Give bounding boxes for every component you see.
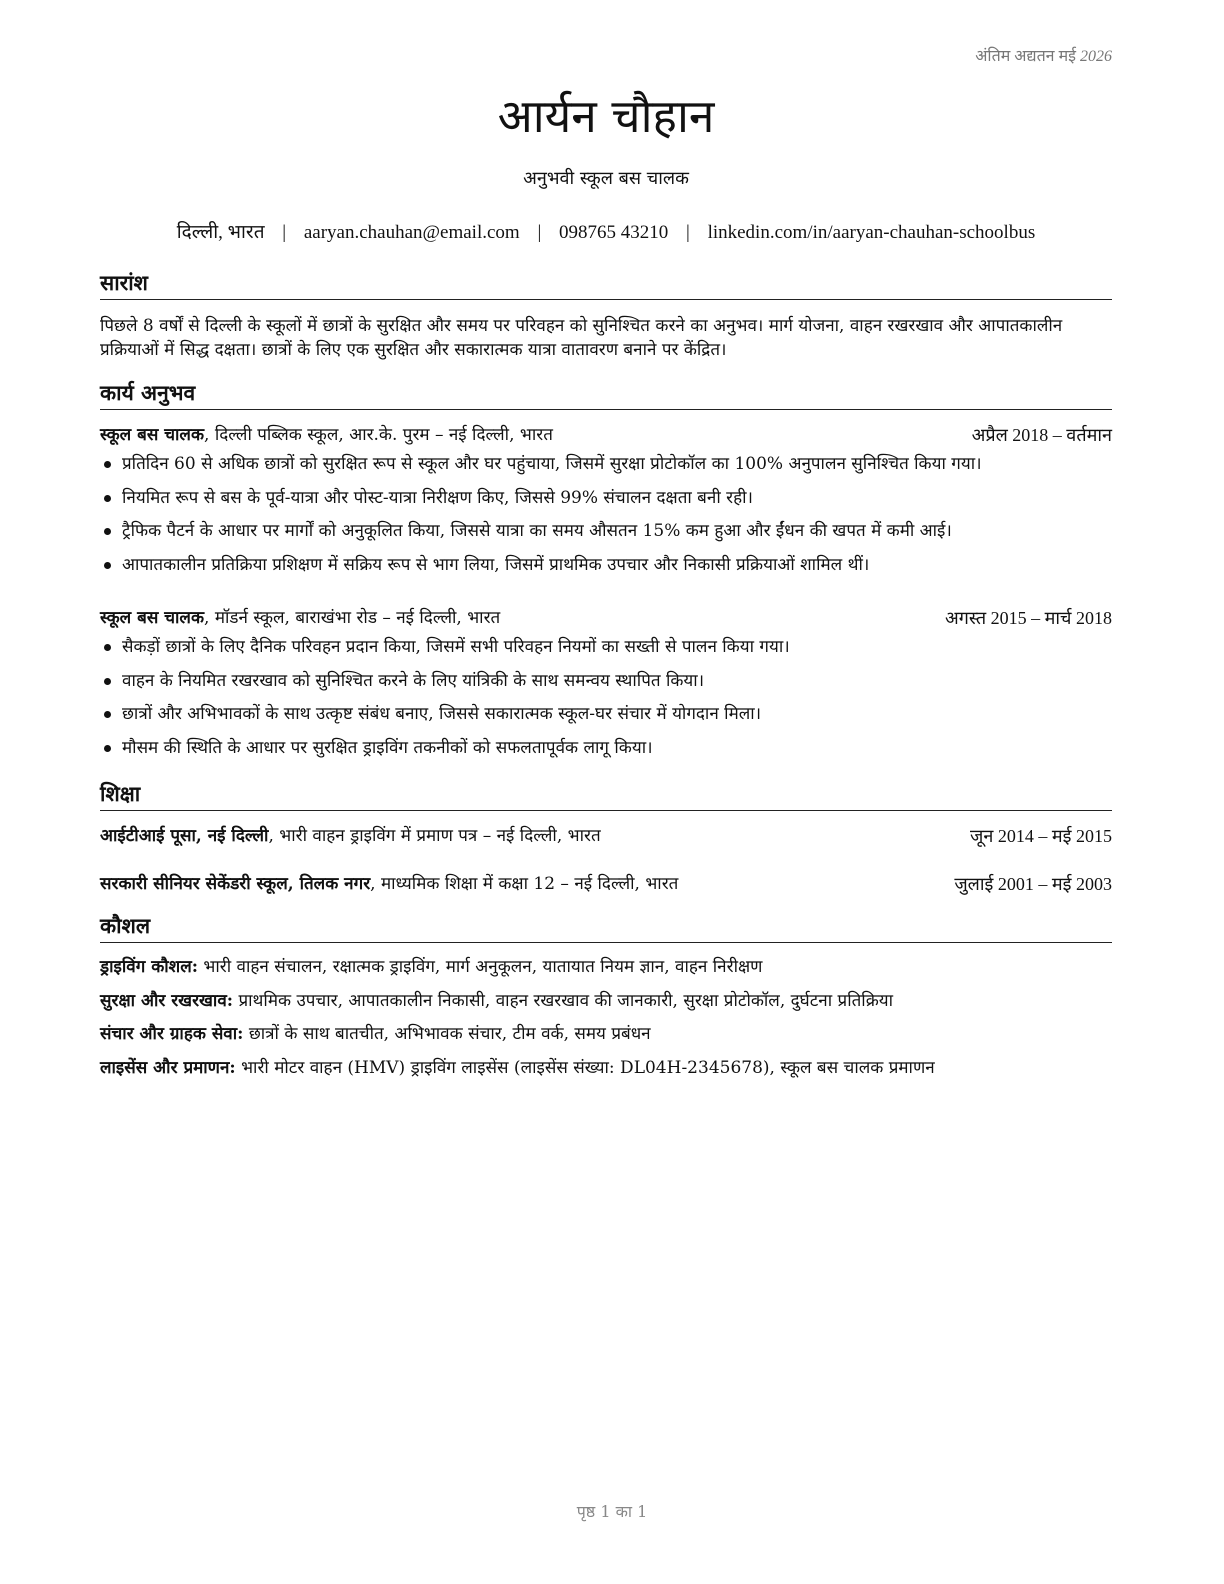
- list-item: [100, 452, 1112, 486]
- job-header: [100, 606, 1112, 630]
- education-detail: , भारी वाहन ड्राइविंग में प्रमाण पत्र – नई दिल्ली, भारत: [268, 826, 601, 846]
- section-title-skills: कौशल: [100, 913, 1112, 943]
- skill-label: ड्राइविंग कौशल:: [100, 957, 199, 977]
- bullet-icon: [104, 644, 111, 651]
- candidate-headline: अनुभवी स्कूल बस चालक: [523, 168, 689, 189]
- skill-value: छात्रों के साथ बातचीत, अभिभावक संचार, टीम वर्क, समय प्रबंधन: [243, 1024, 651, 1044]
- last-updated-label: अंतिम अद्यतन मई: [975, 48, 1076, 65]
- job-role: स्कूल बस चालक: [100, 608, 205, 628]
- last-updated-year: 2026: [1080, 48, 1112, 65]
- bullet-icon: [104, 562, 111, 569]
- skill-value: प्राथमिक उपचार, आपातकालीन निकासी, वाहन रखरखाव की जानकारी, सुरक्षा प्रोटोकॉल, दुर्घटना प्रतिक्रिया: [233, 991, 894, 1011]
- education-item: [100, 872, 1112, 896]
- contact-linkedin[interactable]: linkedin.com/in/aaryan-chauhan-schoolbus: [707, 222, 1036, 243]
- contact-separator: |: [686, 222, 690, 243]
- bullet-text: वाहन के नियमित रखरखाव को सुनिश्चित करने के लिए यांत्रिकी के साथ समन्वय स्थापित किया।: [122, 670, 705, 691]
- bullet-text: सैकड़ों छात्रों के लिए दैनिक परिवहन प्रदान किया, जिसमें सभी परिवहन नियमों का सख्ती से पालन किया गया।: [122, 637, 790, 657]
- bullet-icon: [104, 678, 111, 685]
- job-title-line: [100, 423, 553, 447]
- bullet-text: मौसम की स्थिति के आधार पर सुरक्षित ड्राइविंग तकनीकों को सफलतापूर्वक लागू किया।: [122, 737, 653, 758]
- contact-separator: |: [282, 222, 287, 243]
- education-institution: आईटीआई पूसा, नई दिल्ली: [100, 826, 269, 846]
- job-bullets: [100, 635, 1112, 769]
- education-institution: सरकारी सीनियर सेकेंडरी स्कूल, तिलक नगर: [100, 874, 371, 894]
- page-footer: पृष्ठ 1 का 1: [576, 1502, 648, 1521]
- job-role: स्कूल बस चालक: [100, 425, 205, 445]
- list-item: [100, 635, 1112, 669]
- bullet-icon: [104, 745, 111, 752]
- candidate-name: आर्यन चौहान: [497, 89, 715, 143]
- contact-phone: 098765 43210: [559, 222, 669, 243]
- job-header: [100, 423, 1112, 447]
- skill-label: संचार और ग्राहक सेवा:: [100, 1024, 244, 1044]
- skill-label: सुरक्षा और रखरखाव:: [100, 991, 234, 1011]
- bullet-text: आपातकालीन प्रतिक्रिया प्रशिक्षण में सक्रिय रूप से भाग लिया, जिसमें प्राथमिक उपचार और निकासी प्रक्रियाओं शामिल थीं।: [122, 554, 870, 575]
- bullet-text: ट्रैफिक पैटर्न के आधार पर मार्गों को अनुकूलित किया, जिससे यात्रा का समय औसतन 15% कम हुआ और ईंधन की खपत में कमी आई।: [122, 521, 952, 541]
- bullet-icon: [104, 711, 111, 718]
- contact-location: दिल्ली, भारत: [176, 222, 265, 243]
- section-title-summary: सारांश: [100, 270, 1112, 300]
- skill-line: [100, 955, 1112, 979]
- education-dates: जून 2014 – मई 2015: [970, 826, 1112, 846]
- skill-line: [100, 989, 1112, 1013]
- bullet-text: नियमित रूप से बस के पूर्व-यात्रा और पोस्ट-यात्रा निरीक्षण किए, जिससे 99% संचालन दक्षता बनी रही।: [122, 487, 753, 508]
- contact-separator: |: [537, 222, 542, 243]
- bullet-icon: [104, 528, 111, 535]
- bullet-icon: [104, 461, 111, 468]
- section-title-education: शिक्षा: [100, 781, 1112, 811]
- list-item: [100, 702, 1112, 736]
- job-dates: अप्रैल 2018 – वर्तमान: [971, 425, 1112, 445]
- job-org: , मॉडर्न स्कूल, बाराखंभा रोड – नई दिल्ली, भारत: [204, 608, 501, 628]
- job-title-line: [100, 606, 500, 630]
- education-line: [100, 872, 678, 896]
- job-org: , दिल्ली पब्लिक स्कूल, आर.के. पुरम – नई दिल्ली, भारत: [204, 425, 553, 445]
- list-item: [100, 486, 1112, 520]
- job-bullets: [100, 452, 1112, 586]
- contact-line: [100, 218, 1112, 244]
- bullet-text: प्रतिदिन 60 से अधिक छात्रों को सुरक्षित रूप से स्कूल और घर पहुंचाया, जिसमें सुरक्षा प्रोटोकॉल का 100% अनुपालन सुनिश्चित किया गया।: [122, 454, 982, 474]
- skill-value: भारी वाहन संचालन, रक्षात्मक ड्राइविंग, मार्ग अनुकूलन, यातायात नियम ज्ञान, वाहन निरीक्षण: [198, 957, 763, 977]
- education-item: [100, 824, 1112, 848]
- bullet-text: छात्रों और अभिभावकों के साथ उत्कृष्ट संबंध बनाए, जिससे सकारात्मक स्कूल-घर संचार में योगदान मिला।: [122, 704, 762, 724]
- skill-line: [100, 1056, 1112, 1080]
- skill-value: भारी मोटर वाहन (HMV) ड्राइविंग लाइसेंस (लाइसेंस संख्या: DL04H-2345678), स्कूल बस चालक प्रमाणन: [235, 1058, 935, 1078]
- list-item: [100, 519, 1112, 553]
- list-item: [100, 553, 1112, 587]
- education-dates: जुलाई 2001 – मई 2003: [954, 874, 1112, 894]
- education-detail: , माध्यमिक शिक्षा में कक्षा 12 – नई दिल्ली, भारत: [370, 874, 679, 894]
- contact-email[interactable]: aaryan.chauhan@email.com: [303, 222, 520, 243]
- list-item: [100, 736, 1112, 770]
- last-updated-note: [975, 44, 1112, 66]
- summary-text: पिछले 8 वर्षों से दिल्ली के स्कूलों में छात्रों के सुरक्षित और समय पर परिवहन को सुनिश्चित करने का अनुभव। मार्ग योजना, वाहन रखरखाव और आपातकालीन प्रक्रियाओं में सिद्ध दक्षता। छात्रों के लिए एक सुरक्षित और सकारात्मक यात्रा वातावरण बनाने पर केंद्रित।: [100, 316, 1063, 360]
- job-dates: अगस्त 2015 – मार्च 2018: [944, 608, 1112, 628]
- skill-line: [100, 1022, 1112, 1046]
- list-item: [100, 669, 1112, 703]
- section-title-experience: कार्य अनुभव: [100, 380, 1112, 410]
- bullet-icon: [104, 495, 111, 502]
- skill-label: लाइसेंस और प्रमाणन:: [100, 1058, 236, 1078]
- education-line: [100, 824, 601, 848]
